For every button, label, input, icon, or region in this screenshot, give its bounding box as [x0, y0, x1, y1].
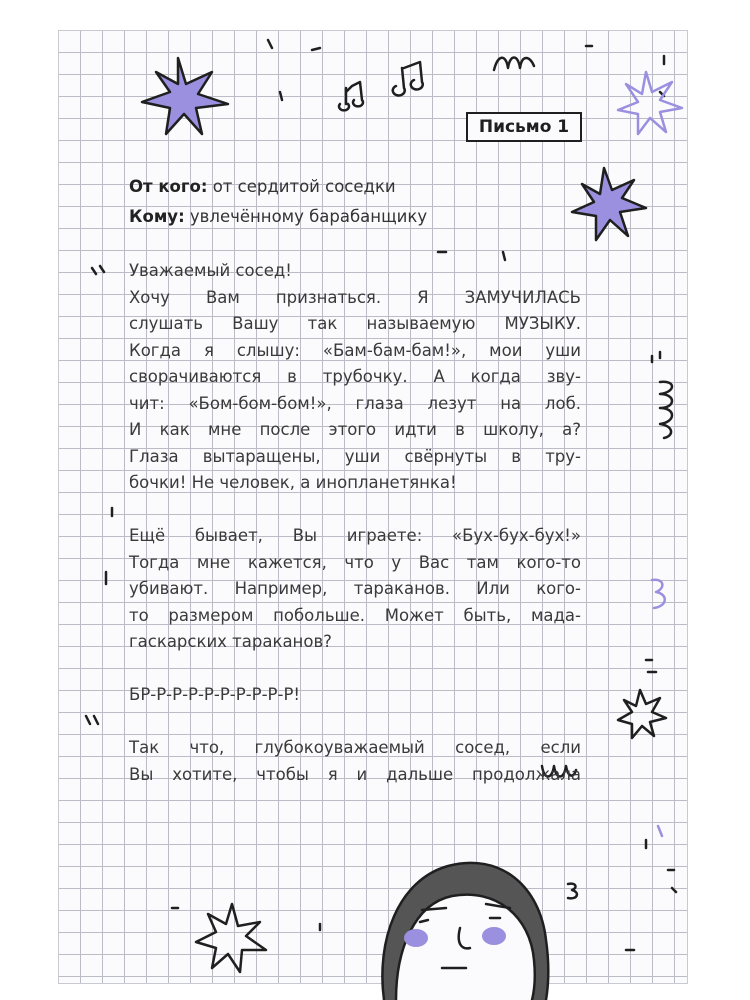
to-label: Кому: [129, 207, 185, 226]
letter-header [129, 172, 427, 232]
from-row [129, 172, 427, 202]
letter-paragraph [129, 735, 581, 788]
text-line: чит: «Бом-бом-бом!», глаза лезут на лоб. [129, 393, 581, 413]
to-value: увлечённому барабанщику [189, 207, 428, 226]
text-line: Хочу Вам признаться. Я ЗАМУЧИЛАСЬ [129, 287, 581, 307]
letter-paragraph [129, 523, 581, 656]
text-line: Уважаемый сосед! [129, 261, 292, 280]
text-line: Когда я слышу: «Бам-бам-бам!», мои уши [129, 340, 581, 360]
letter-body [129, 258, 581, 788]
text-line: Ещё бывает, Вы играете: «Бух-бух-бух!» [129, 526, 581, 545]
letter-label: Письмо 1 [466, 112, 582, 142]
text-line: БР-Р-Р-Р-Р-Р-Р-Р-Р-Р! [129, 685, 301, 704]
text-line: Тогда мне кажется, что у Вас там кого-то [129, 552, 581, 572]
text-line: убивают. Например, тараканов. Или кого- [129, 579, 581, 598]
text-line: Так что, глубокоуважаемый сосед, если [129, 738, 581, 757]
text-line: бочки! Не человек, а инопланетянка! [129, 473, 457, 492]
from-label: От кого: [129, 177, 208, 196]
text-line: Глаза вытаращены, уши свёрнуты в тру- [129, 446, 581, 466]
from-value: от сердитой соседки [212, 177, 396, 196]
text-line: то размером побольше. Может быть, мада- [129, 605, 581, 625]
text-line: Вы хотите, чтобы я и дальше продолжала [129, 764, 581, 784]
text-line: слушать Вашу так называемую МУЗЫКУ. [129, 314, 581, 333]
letter-paragraph [129, 258, 581, 497]
to-row [129, 202, 427, 232]
letter-paragraph [129, 682, 581, 709]
text-line: сворачиваются в трубочку. А когда зву- [129, 367, 581, 386]
text-line: И как мне после этого идти в школу, а? [129, 420, 581, 439]
text-line: гаскарских тараканов? [129, 632, 332, 651]
